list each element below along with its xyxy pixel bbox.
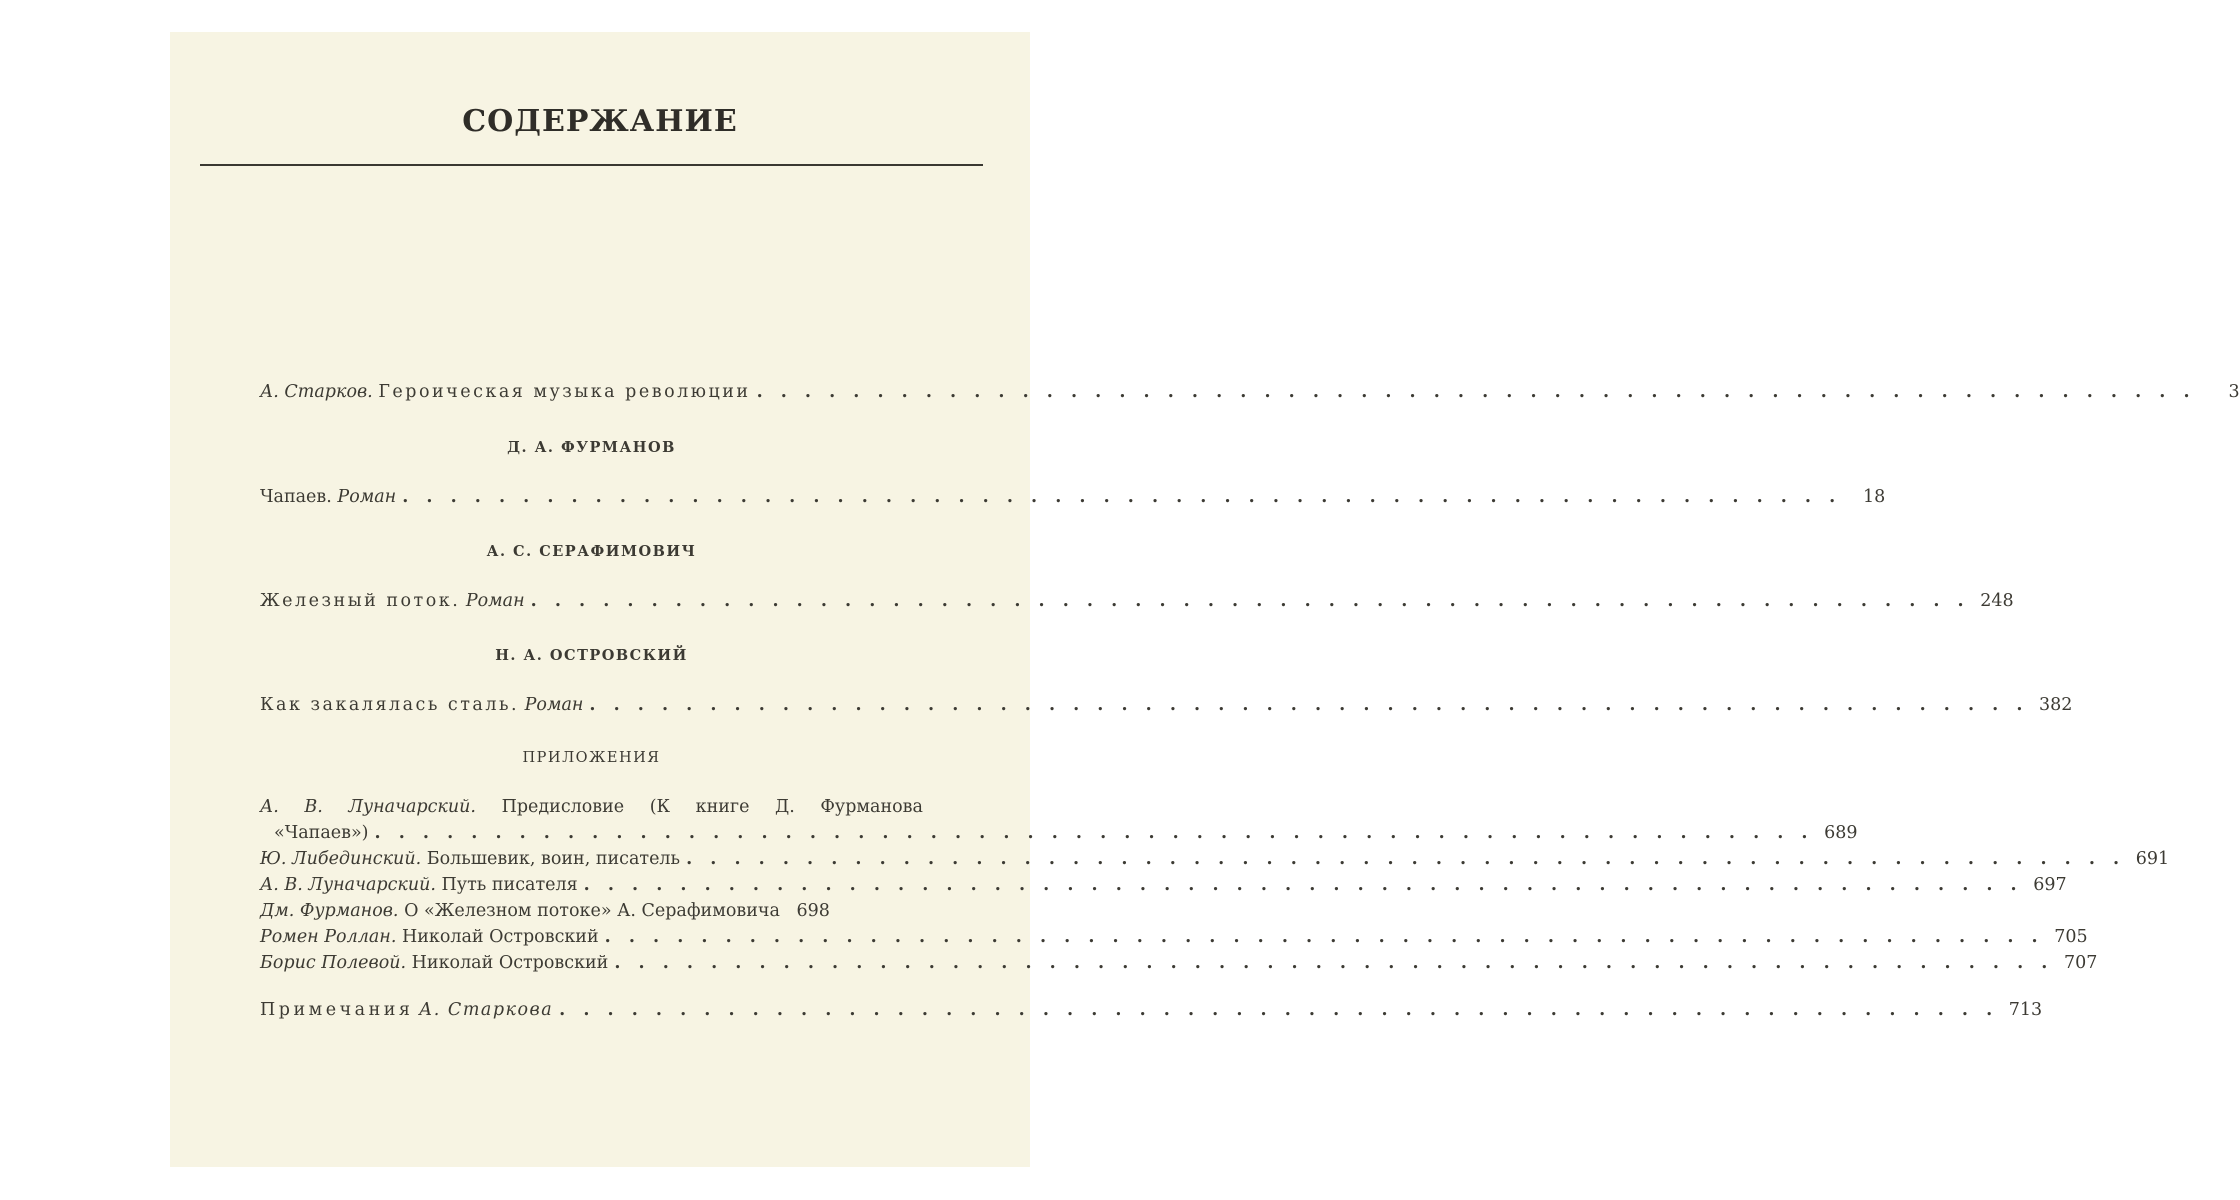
entry-title: Путь писателя [441, 875, 578, 895]
entry-author: Борис Полевой. [260, 953, 407, 973]
page-number: 713 [2008, 1000, 2043, 1020]
entry-genre: Роман [465, 591, 525, 611]
entry-author: Дм. Фурманов. [260, 901, 399, 921]
entry-title: О «Железном потоке» А. Серафимовича [404, 901, 780, 921]
entry-genre: Роман [524, 695, 584, 715]
section-heading-ostrovsky: Н. А. ОСТРОВСКИЙ [495, 647, 688, 664]
entry-author: А. В. Луначарский. [260, 797, 476, 817]
entry-title: Николай Островский [411, 953, 609, 973]
entry-author: Ромен Роллан. [260, 927, 397, 947]
page-number: 3 [2228, 382, 2240, 402]
book-page [170, 32, 2240, 1167]
dot-leader: . . . . . . . . . . . . . . . . . . . . . . . . . . . . . . . . . . . . . . . . . . . . . . . . . . . . . . . . . . . . [402, 487, 1842, 507]
page-number: 697 [2033, 875, 2067, 895]
toc-entry-steel[interactable] [260, 693, 2073, 717]
entry-title: Героическая музыка революции [378, 382, 751, 402]
page-number: 698 [796, 901, 830, 921]
entry-title: Примечания [260, 1000, 414, 1020]
dot-leader: . . . . . . . . . . . . . . . . . . . . . . . . . . . . . . . . . . . . . . . . . . . . . . . . . . . . . . . . . . . . [604, 927, 2044, 947]
dot-leader: . . . . . . . . . . . . . . . . . . . . . . . . . . . . . . . . . . . . . . . . . . . . . . . . . . . . . . . . . . . . [614, 953, 2054, 973]
toc-entry-lunacharsky-preface-line2[interactable] [260, 821, 1858, 845]
page-number: 707 [2063, 953, 2098, 973]
page-number: 705 [2054, 927, 2088, 947]
section-heading-appendix: ПРИЛОЖЕНИЯ [522, 750, 661, 766]
entry-title: Большевик, воин, писатель [426, 849, 681, 869]
page-number: 689 [1824, 823, 1858, 843]
entry-genre: Роман [337, 487, 397, 507]
entry-title: Чапаев. [260, 487, 332, 507]
page-title: СОДЕРЖАНИЕ [462, 104, 738, 139]
page-number: 248 [1980, 591, 2014, 611]
entry-title: Как закалялась сталь. [260, 695, 520, 715]
page-number: 691 [2135, 849, 2170, 869]
toc-entry-furmanov-iron-flood[interactable] [260, 899, 923, 923]
section-heading-furmanov: Д. А. ФУРМАНОВ [507, 439, 676, 456]
dot-leader: . . . . . . . . . . . . . . . . . . . . . . . . . . . . . . . . . . . . . . . . . . . . . . . . . . . . . . . . . . . . [686, 849, 2126, 869]
entry-title: Железный поток. [260, 591, 461, 611]
page-number: 382 [2039, 695, 2073, 715]
dot-leader: . . . . . . . . . . . . . . . . . . . . . . . . . . . . . . . . . . . . . . . . . . . . . . . . . . . . . . . . . . . . [530, 591, 1970, 611]
title-rule [200, 164, 983, 166]
toc-entry-intro[interactable] [260, 380, 2240, 404]
dot-leader: . . . . . . . . . . . . . . . . . . . . . . . . . . . . . . . . . . . . . . . . . . . . . . . . . . . . . . . . . . . . [374, 823, 1814, 843]
toc-entry-libedinsky[interactable] [260, 847, 2170, 871]
dot-leader: . . . . . . . . . . . . . . . . . . . . . . . . . . . . . . . . . . . . . . . . . . . . . . . . . . . . . . . . . . . . [756, 382, 2196, 402]
toc-entry-lunacharsky-preface-line1[interactable] [260, 795, 923, 819]
dot-leader: . . . . . . . . . . . . . . . . . . . . . . . . . . . . . . . . . . . . . . . . . . . . . . . . . . . . . . . . . . . . [583, 875, 2023, 895]
section-heading-serafimovich: А. С. СЕРАФИМОВИЧ [486, 543, 697, 560]
entry-author: Ю. Либединский. [260, 849, 422, 869]
dot-leader: . . . . . . . . . . . . . . . . . . . . . . . . . . . . . . . . . . . . . . . . . . . . . . . . . . . . . . . . . . . . [589, 695, 2029, 715]
entry-author: А. Старков. [260, 382, 373, 402]
entry-title: Предисловие (К книге Д. Фурманова [501, 797, 923, 817]
entry-author: А. Старкова [419, 1000, 554, 1020]
toc-entry-chapaev[interactable] [260, 485, 1886, 509]
entry-title-continued: «Чапаев») [274, 823, 369, 843]
toc-entry-notes[interactable] [260, 998, 2043, 1022]
toc-entry-rolland[interactable] [260, 925, 2088, 949]
entry-title: Николай Островский [401, 927, 599, 947]
toc-entry-iron-flood[interactable] [260, 589, 2014, 613]
page-number: 18 [1862, 487, 1886, 507]
toc-entry-polevoy[interactable] [260, 951, 2098, 975]
dot-leader: . . . . . . . . . . . . . . . . . . . . . . . . . . . . . . . . . . . . . . . . . . . . . . . . . . . . . . . . . . . . [559, 1000, 1999, 1020]
toc-entry-lunacharsky-path[interactable] [260, 873, 2067, 897]
entry-author: А. В. Луначарский. [260, 875, 436, 895]
